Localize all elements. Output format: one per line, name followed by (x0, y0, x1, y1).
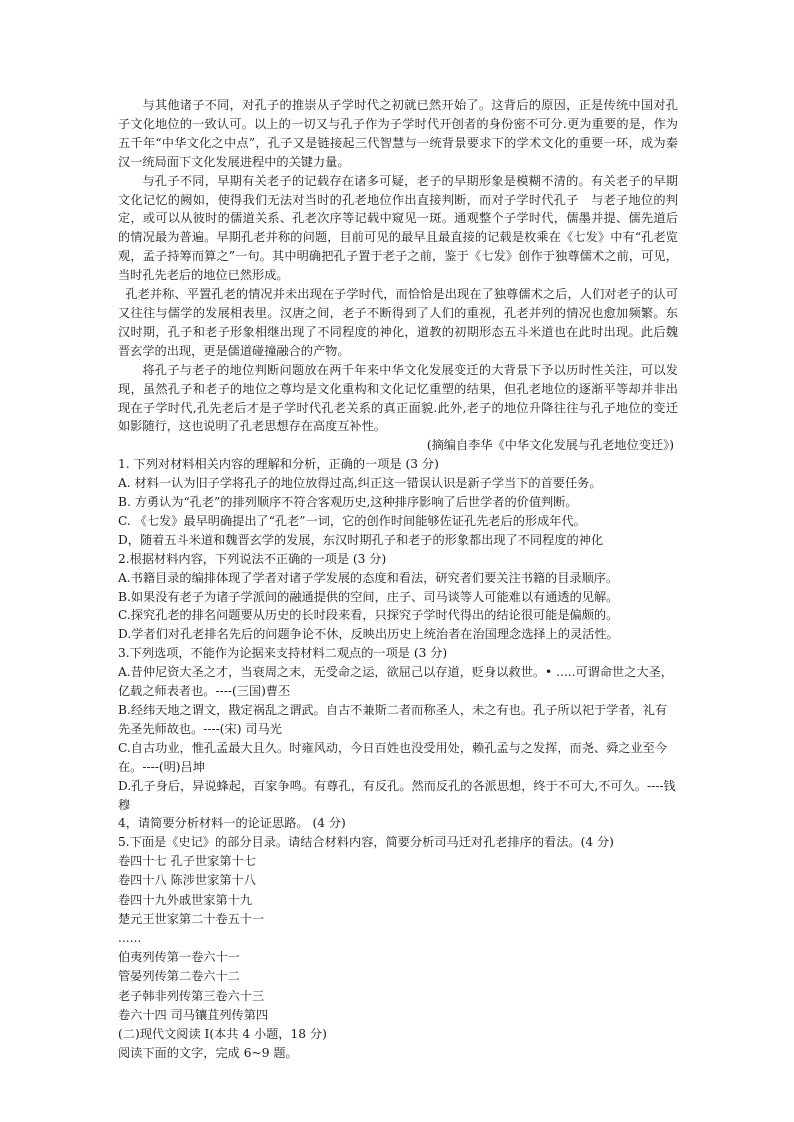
article-paragraph-1: 与其他诸子不同，对孔子的推崇从子学时代之初就已然开始了。这背后的原因，正是传统中国对孔子文化地位的一致认可。以上的一切又与孔子作为子学时代开创者的身份密不可分.更为重要的是，作为五千年“中华文化之中点”，孔子又是链接起三代智慧与一统背景要求下的学术文化的重要一环，成为秦汉一统局面下文化发展进程中的关键力量。 (118, 98, 678, 169)
question-3-option-b: B.经纬天地之谓文，戡定祸乱之谓武。自古不兼斯二者而称圣人，未之有也。孔子所以祀于学者，礼有先圣先师故也。----(宋) 司马光 (118, 703, 668, 736)
toc-entry: 伯夷列传第一卷六十一 (118, 950, 240, 965)
article-paragraph-3: 孔老并称、平置孔老的情况并未出现在子学时代，而恰恰是出现在了独尊儒术之后，人们对老子的认可又往往与儒学的发展相表里。汉唐之间，老子不断得到了人们的重视，孔老并列的情况也愈加频繁。东汉时期，孔子和老子形象相继出现了不同程度的神化，道教的初期形态五斗米道也在此时出现。此后魏晋玄学的出现，更是儒道碰撞融合的产物。 (118, 287, 678, 358)
question-5-stem: 5.下面是《史记》的部分目录。请结合材料内容，简要分析司马迁对孔老排序的看法。(4 分) (118, 835, 614, 850)
toc-entry: 老子韩非列传第三卷六十三 (118, 988, 265, 1003)
question-1-stem: 1. 下列对材料相关内容的理解和分析，正确的一项是 (3 分) (118, 457, 439, 472)
question-2-option-b: B.如果没有老子为诸子学派间的融通提供的空间，庄子、司马谈等人可能难以有通透的见解。 (118, 589, 619, 604)
article-paragraph-2: 与孔子不同，早期有关老子的记载存在诸多可疑，老子的早期形象是模糊不清的。有关老子的早期文化记忆的阙如，使得我们无法对当时的孔老地位作出直接判断，而对子学时代孔子 与老子地位的判定，或可以从彼时的儒道关系、孔老次序等记载中窥见一斑。通观整个子学时代，儒墨并提、儒先道后的情况最为普遍。早期孔老并称的问题，目前可见的最早且最直接的记载是枚乘在《七发》中有“孔老览观，孟子持筹而算之”一句。其中明确把孔子置于老子之前，鉴于《七发》创作于独尊儒术之前，可见，当时孔先老后的地位已然形成。 (118, 173, 678, 283)
question-1-option-c: C. 《七发》最早明确提出了“孔老”一词，它的创作时间能够佐证孔先老后的形成年代。 (118, 513, 586, 528)
toc-entry: 卷四十八 陈涉世家第十八 (118, 873, 256, 888)
question-1-option-b: B. 方勇认为“孔老”的排列顺序不符合客观历史,这种排序影响了后世学者的价值判断。 (118, 495, 578, 510)
article-source: (摘编自李华《中华文化发展与孔老地位变迁》) (426, 438, 674, 453)
question-4-stem: 4，请简要分析材料一的论证思路。 (4 分) (118, 816, 346, 831)
section-2-instructions: 阅读下面的文字，完成 6~9 题。 (118, 1045, 298, 1060)
question-2-option-d: D.学者们对孔老排名先后的问题争论不休，反映出历史上统治者在治国理念选择上的灵活性。 (118, 627, 619, 642)
article-paragraph-4: 将孔子与老子的地位判断问题放在两千年来中华文化发展变迁的大背景下予以历时性关注，可以发现，虽然孔子和老子的地位之尊均是文化重构和文化记忆重塑的结果，但孔老地位的逐渐平等却并非出现在子学时代,孔先老后才是子学时代孔老关系的真正面貌.此外,老子的地位升降往往与孔子地位的变迁如影随行，这也说明了孔老思想存在高度互补性。 (118, 362, 678, 434)
question-2-option-a: A.书籍目录的编排体现了学者对诸子学发展的态度和看法，研究者们要关注书籍的目录顺序。 (118, 570, 619, 585)
toc-entry: 卷四十七 孔子世家第十七 (118, 854, 256, 869)
question-3-option-d: D.孔子身后，异说蜂起，百家争鸣。有尊孔，有反孔。然而反孔的各派思想，终于不可大,不可久。----钱穆 (118, 778, 676, 812)
question-2-option-c: C.探究孔老的排名问题要从历史的长时段来看，只探究子学时代得出的结论很可能是偏颇的。 (118, 608, 619, 623)
toc-ellipsis: ...... (118, 931, 142, 946)
shiji-table-of-contents (118, 852, 678, 1025)
question-3-option-c: C.自古功业，惟孔孟最大且久。时雍风动，今日百姓也没受用处，赖孔孟与之发挥，而尧、舜之业至今在。----(明)吕坤 (118, 740, 668, 774)
toc-entry: 管晏列传第二卷六十二 (118, 969, 240, 984)
question-3-option-a: A.昔仲尼资大圣之才，当衰周之末，无受命之运，欲屈己以存道，贬身以救世。• .....可谓命世之大圣，亿载之师表者也。----(三国)曹丕 (118, 665, 673, 699)
toc-entry: 卷六十四 司马镶苴列传第四 (118, 1007, 269, 1022)
question-1-option-a: A. 材料一认为旧子学将孔子的地位放得过高,纠正这一错误认识是新子学当下的首要任务。 (118, 476, 602, 491)
toc-entry: 楚元王世家第二十卷五十一 (118, 911, 265, 926)
exam-page (118, 96, 678, 1063)
question-2-stem: 2.根据材料内容，下列说法不正确的一项是 (3 分) (118, 551, 387, 566)
question-1-option-d: D，随着五斗米道和魏晋玄学的发展，东汉时期孔子和老子的形象都出现了不同程度的神化 (118, 532, 604, 547)
section-2-title: (二)现代文阅读 I(本共 4 小题，18 分) (118, 1027, 327, 1042)
question-3-stem: 3.下列选项，不能作为论据来支持材料二观点的一项是 (3 分) (118, 646, 448, 661)
toc-entry: 卷四十九外戚世家第十九 (118, 892, 253, 907)
